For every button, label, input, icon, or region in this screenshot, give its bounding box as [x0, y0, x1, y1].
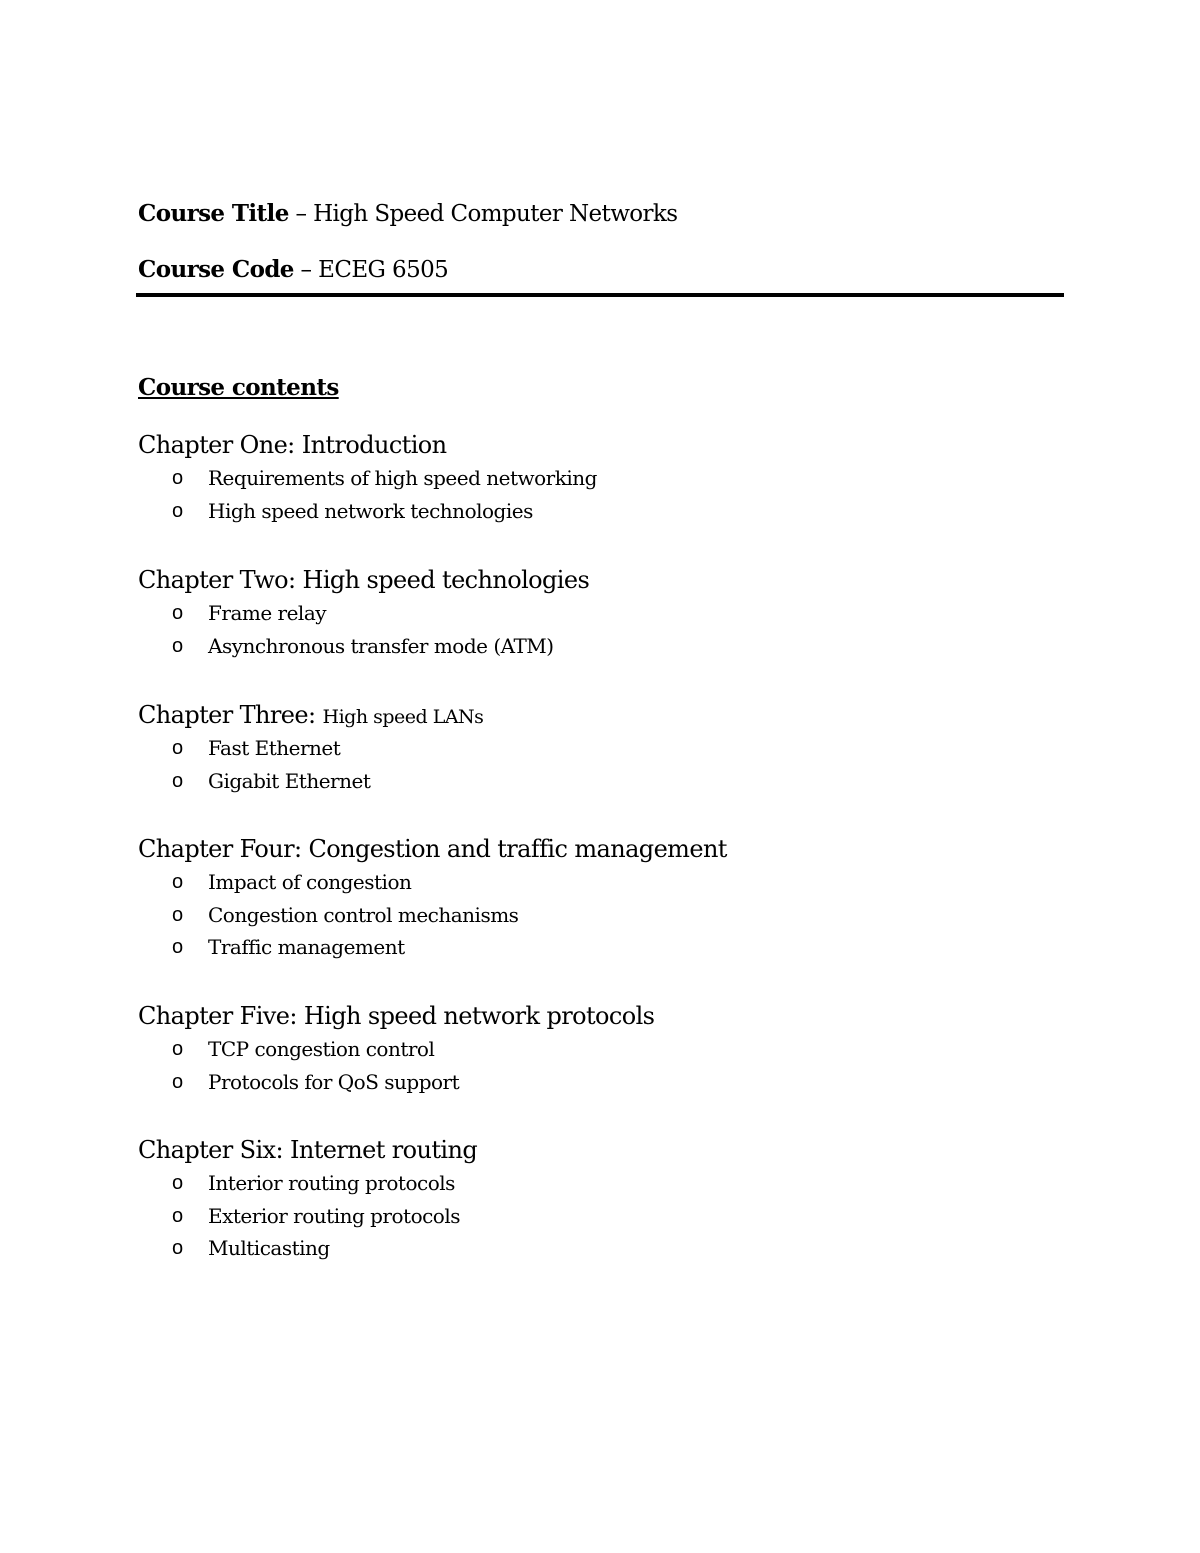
course-code-label: Course Code — [138, 256, 294, 283]
topic-text: Requirements of high speed networking — [208, 466, 597, 490]
chapter-title: Chapter Six: Internet routing — [138, 1136, 478, 1164]
topic-list — [138, 732, 1068, 797]
bullet-icon: o — [172, 871, 183, 893]
chapter-title: Chapter Five: High speed network protocols — [138, 1002, 655, 1030]
bullet-icon: o — [172, 769, 183, 792]
bullet-icon: o — [172, 903, 183, 926]
topic-text: Traffic management — [208, 935, 405, 959]
bullet-icon: o — [172, 499, 183, 522]
bullet-icon: o — [172, 1204, 183, 1227]
course-title-label: Course Title — [138, 200, 289, 227]
horizontal-rule — [136, 293, 1064, 297]
course-code-line — [138, 255, 448, 285]
chapter-section — [138, 1133, 1068, 1265]
chapter-title: Chapter Two: High speed technologies — [138, 566, 590, 594]
course-code-value: ECEG 6505 — [318, 257, 449, 283]
topic-list — [138, 462, 1068, 527]
list-item — [138, 1200, 1068, 1233]
topic-list — [138, 1033, 1068, 1098]
topic-text: Impact of congestion — [208, 870, 412, 894]
topic-text: Interior routing protocols — [208, 1171, 455, 1195]
chapter-section — [138, 563, 1068, 662]
topic-text: Exterior routing protocols — [208, 1203, 461, 1228]
list-item — [138, 1033, 1068, 1066]
topic-text: Frame relay — [208, 601, 327, 625]
topic-text: TCP congestion control — [208, 1037, 435, 1061]
list-item — [138, 866, 1068, 899]
topic-text: Asynchronous transfer mode (ATM) — [208, 633, 554, 658]
topic-text: Gigabit Ethernet — [208, 768, 371, 793]
bullet-icon: o — [172, 737, 183, 759]
chapter-title-main: Chapter Three: — [138, 701, 323, 729]
list-item — [138, 495, 1068, 528]
chapter-title: Chapter Four: Congestion and traffic management — [138, 835, 727, 863]
chapter-title: Chapter One: Introduction — [138, 431, 447, 459]
topic-list — [138, 1167, 1068, 1265]
bullet-icon: o — [172, 1172, 183, 1194]
chapter-section — [138, 999, 1068, 1098]
list-item — [138, 630, 1068, 663]
topic-text: Multicasting — [208, 1236, 330, 1260]
course-contents-heading: Course contents — [138, 374, 339, 401]
bullet-icon: o — [172, 1070, 183, 1093]
course-title-line — [138, 199, 677, 229]
list-item — [138, 462, 1068, 495]
bullet-icon: o — [172, 1237, 183, 1259]
bullet-icon: o — [172, 634, 183, 657]
chapter-section — [138, 832, 1068, 964]
topic-text: High speed network technologies — [208, 498, 533, 523]
list-item — [138, 1167, 1068, 1200]
chapter-title — [138, 698, 1068, 732]
list-item — [138, 931, 1068, 964]
topic-list — [138, 597, 1068, 662]
bullet-icon: o — [172, 936, 183, 958]
bullet-icon: o — [172, 1038, 183, 1060]
bullet-icon: o — [172, 602, 183, 624]
course-code-separator: – — [293, 257, 319, 283]
list-item — [138, 899, 1068, 932]
topic-text: Protocols for QoS support — [208, 1069, 460, 1094]
list-item — [138, 1066, 1068, 1099]
topic-text: Fast Ethernet — [208, 736, 341, 760]
list-item — [138, 597, 1068, 630]
bullet-icon: o — [172, 467, 183, 489]
chapter-section — [138, 698, 1068, 797]
list-item — [138, 765, 1068, 798]
topic-text: Congestion control mechanisms — [208, 902, 519, 927]
chapter-section — [138, 428, 1068, 527]
topic-list — [138, 866, 1068, 964]
course-title-separator: – — [288, 201, 314, 227]
list-item — [138, 732, 1068, 765]
chapter-title-tail: High speed LANs — [322, 706, 484, 728]
course-title-value: High Speed Computer Networks — [313, 201, 678, 227]
list-item — [138, 1232, 1068, 1265]
